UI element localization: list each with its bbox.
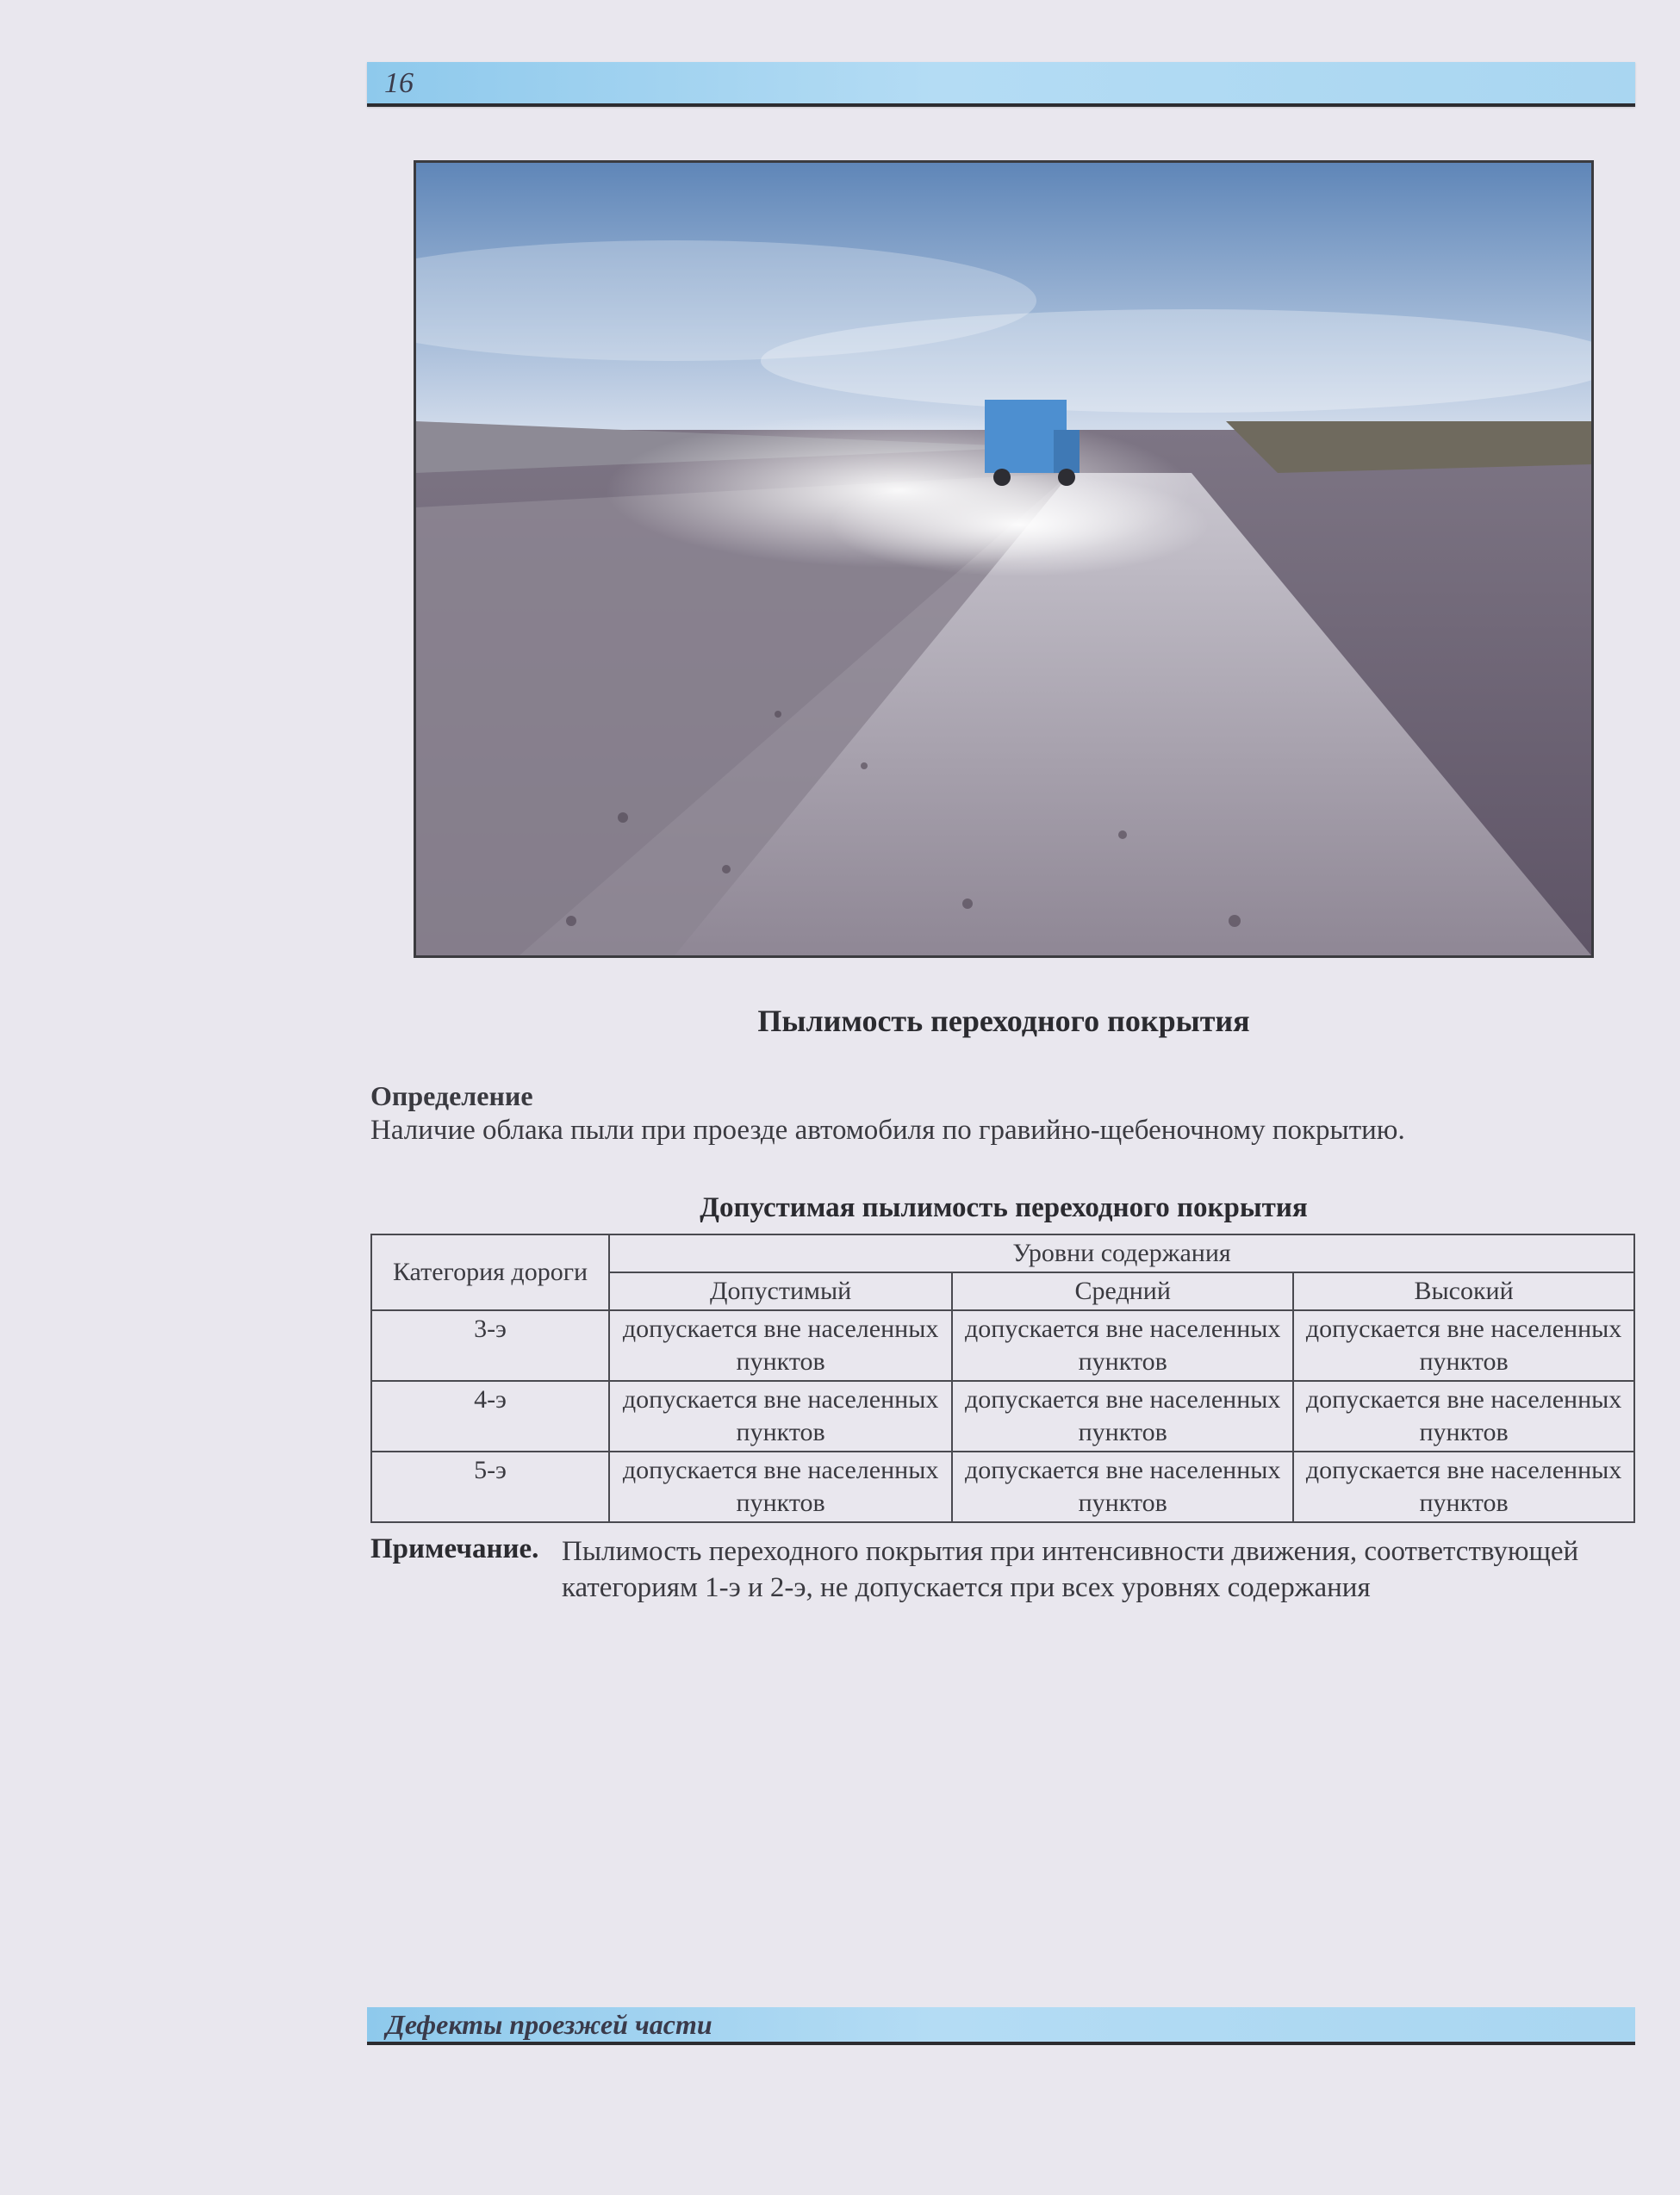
table-cell: допускается вне населенных пунктов <box>952 1310 1293 1381</box>
road-photo-illustration <box>416 163 1591 955</box>
levels-header: Уровни содержания <box>609 1234 1634 1272</box>
page-number: 16 <box>384 67 414 99</box>
category-cell: 5-э <box>371 1452 609 1522</box>
dust-levels-table <box>370 1234 1635 1523</box>
table-cell: допускается вне населенных пунктов <box>1293 1310 1634 1381</box>
table-row <box>371 1310 1634 1381</box>
table-cell: допускается вне населенных пунктов <box>1293 1452 1634 1522</box>
level-column-header: Допустимый <box>609 1272 952 1310</box>
note-text: Пылимость переходного покрытия при интенсивности движения, соответствующей категориям 1-э и 2-э, не допускается при всех уровнях содержания <box>562 1536 1579 1603</box>
category-header: Категория дороги <box>371 1234 609 1310</box>
table-cell: допускается вне населенных пунктов <box>1293 1381 1634 1452</box>
section-title: Пылимость переходного покрытия <box>757 1004 1250 1038</box>
footer-band <box>367 2007 1635 2045</box>
footer-text: Дефекты проезжей части <box>386 2009 712 2040</box>
table-row <box>371 1452 1634 1522</box>
definition-text: Наличие облака пыли при проезде автомобиля по гравийно-щебеночному покрытию. <box>370 1115 1405 1146</box>
table-cell: допускается вне населенных пунктов <box>952 1452 1293 1522</box>
table-cell: допускается вне населенных пунктов <box>609 1310 952 1381</box>
level-column-header: Средний <box>952 1272 1293 1310</box>
table-cell: допускается вне населенных пунктов <box>609 1381 952 1452</box>
definition-label: Определение <box>370 1080 533 1111</box>
table-header-row <box>371 1234 1634 1272</box>
note-label: Примечание. <box>370 1533 539 1564</box>
category-cell: 4-э <box>371 1381 609 1452</box>
table-title: Допустимая пылимость переходного покрытия <box>700 1192 1308 1223</box>
table-cell: допускается вне населенных пунктов <box>952 1381 1293 1452</box>
table-cell: допускается вне населенных пунктов <box>609 1452 952 1522</box>
category-cell: 3-э <box>371 1310 609 1381</box>
road-photo <box>414 160 1594 958</box>
header-band <box>367 62 1635 107</box>
level-column-header: Высокий <box>1293 1272 1634 1310</box>
table-row <box>371 1381 1634 1452</box>
